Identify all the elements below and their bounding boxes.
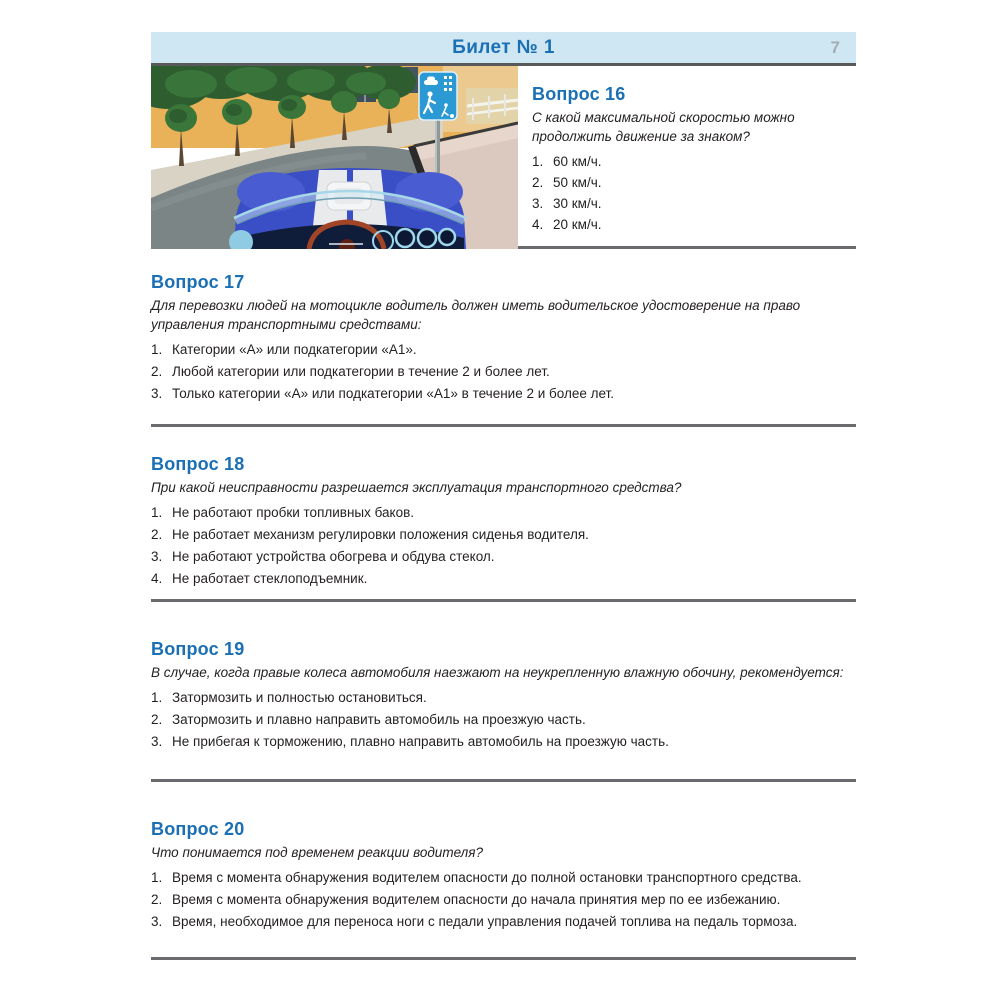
question-title: Вопрос 18	[151, 454, 245, 474]
answer-option: 3. Не работают устройства обогрева и обдува стекол.	[151, 549, 495, 564]
answer-option: 4. 20 км/ч.	[532, 217, 602, 232]
answer-option: 1. Не работают пробки топливных баков.	[151, 505, 415, 520]
answer-option: 3. Не прибегая к торможению, плавно направить автомобиль на проезжую часть.	[151, 734, 669, 749]
answer-option: 2. Затормозить и плавно направить автомобиль на проезжую часть.	[151, 712, 586, 727]
answer-option: 1. Время с момента обнаружения водителем опасности до полной остановки транспортного средства.	[151, 870, 802, 885]
page-header	[151, 32, 856, 66]
residential-zone-sign-icon	[419, 72, 457, 120]
question-19	[151, 639, 856, 753]
section-divider	[151, 599, 856, 602]
question-title: Вопрос 19	[151, 639, 245, 659]
question-title: Вопрос 17	[151, 272, 245, 292]
car-icon	[229, 168, 466, 249]
answer-option: 1. 60 км/ч.	[532, 154, 602, 169]
page-number: 7	[830, 38, 840, 57]
answer-option: 2. Время с момента обнаружения водителем опасности до начала принятия мер по ее избежанию.	[151, 892, 781, 907]
question-text: Для перевозки людей на мотоцикле водитель должен иметь водительское удостоверение на право управления транспортными средствами:	[151, 298, 801, 332]
answer-option: 2. Любой категории или подкатегории в течение 2 и более лет.	[151, 364, 550, 379]
question-20	[151, 819, 856, 933]
section-divider	[518, 246, 856, 249]
question-title: Вопрос 16	[532, 84, 626, 104]
answer-option: 3. Время, необходимое для переноса ноги с педали управления подачей топлива на педаль тормоза.	[151, 914, 798, 929]
answer-option: 4. Не работает стеклоподъемник.	[151, 571, 368, 586]
question-18	[151, 454, 856, 590]
question-text: При какой неисправности разрешается эксплуатация транспортного средства?	[151, 480, 682, 495]
question-text: В случае, когда правые колеса автомобиля наезжают на неукрепленную влажную обочину, рекомендуется:	[151, 665, 844, 680]
sign-pole	[435, 118, 440, 178]
answer-option: 2. 50 км/ч.	[532, 175, 602, 190]
section-divider	[151, 779, 856, 782]
question-text: Что понимается под временем реакции водителя?	[151, 845, 483, 860]
answer-option: 1. Затормозить и полностью остановиться.	[151, 690, 427, 705]
question-17	[151, 272, 856, 405]
question-16-image	[151, 66, 518, 249]
answer-option: 2. Не работает механизм регулировки положения сиденья водителя.	[151, 527, 589, 542]
answer-option: 1. Категории «А» или подкатегории «А1».	[151, 342, 417, 357]
question-16	[532, 84, 854, 235]
answer-option: 3. Только категории «А» или подкатегории «А1» в течение 2 и более лет.	[151, 386, 614, 401]
question-text: С какой максимальной скоростью можно продолжить движение за знаком?	[532, 110, 795, 144]
ticket-title: Билет № 1	[452, 36, 555, 58]
driving-scene-illustration	[151, 66, 518, 249]
question-title: Вопрос 20	[151, 819, 245, 839]
answer-option: 3. 30 км/ч.	[532, 196, 602, 211]
section-divider	[151, 424, 856, 427]
section-divider	[151, 957, 856, 960]
